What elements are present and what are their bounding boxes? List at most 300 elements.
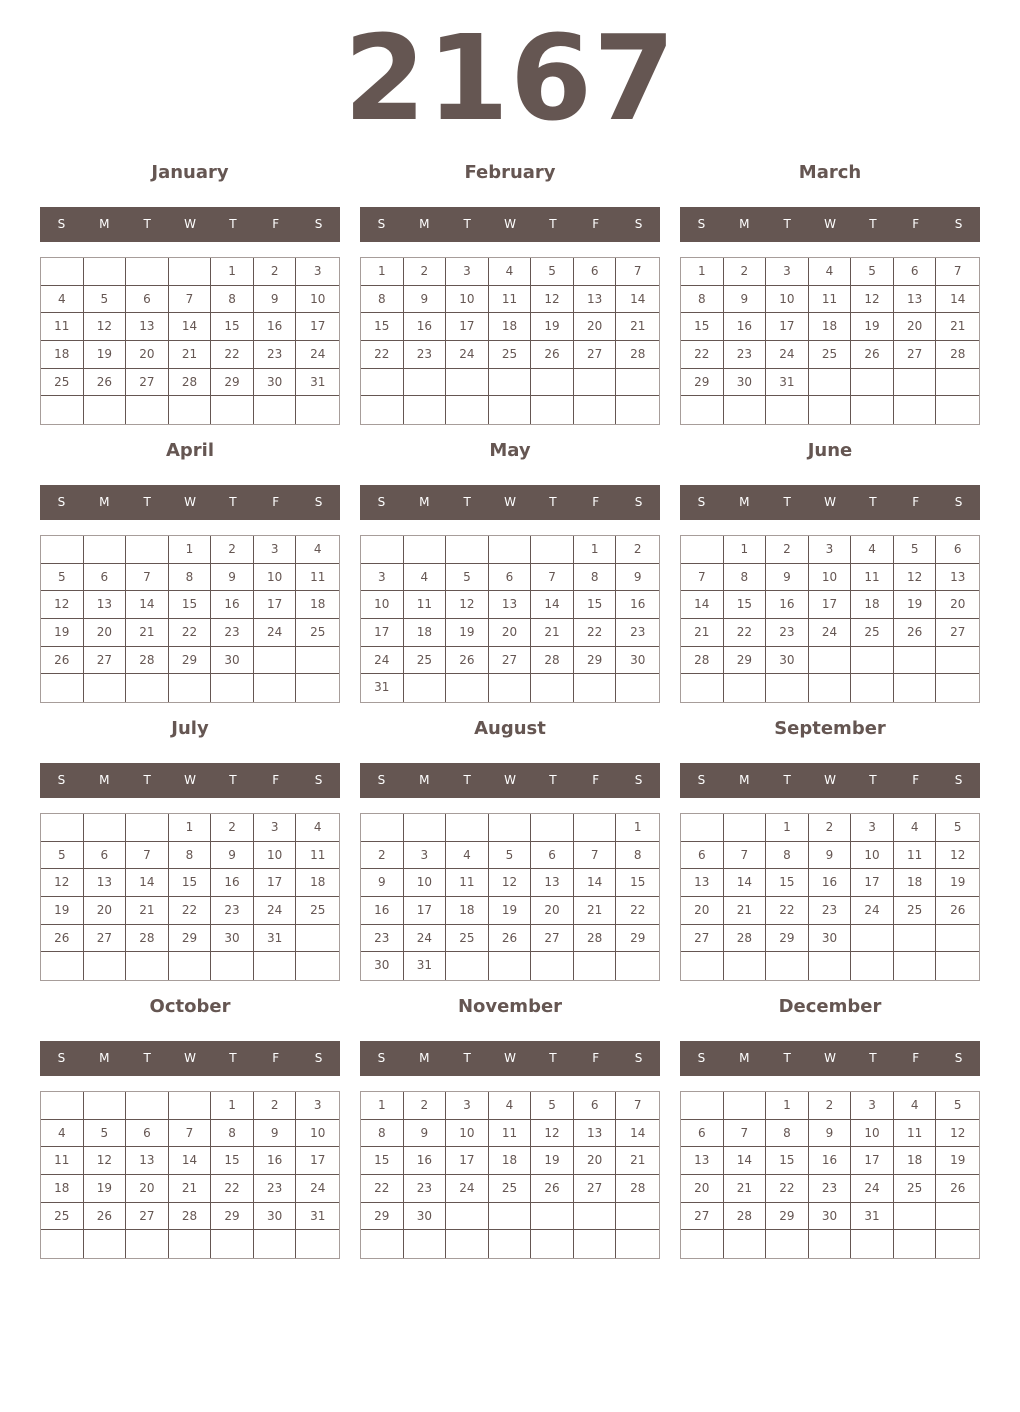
day-cell: 11 xyxy=(489,1120,532,1148)
weekday-label: W xyxy=(184,773,196,787)
weekday-label: T xyxy=(783,773,791,787)
day-cell: 21 xyxy=(531,619,574,647)
day-cell: 24 xyxy=(361,647,404,675)
empty-cell xyxy=(211,396,254,424)
day-grid xyxy=(40,1091,340,1259)
day-cell: 12 xyxy=(851,286,894,314)
day-cell: 16 xyxy=(616,591,659,619)
day-cell: 31 xyxy=(404,952,447,980)
day-cell: 3 xyxy=(446,258,489,286)
empty-cell xyxy=(84,1230,127,1258)
day-cell: 20 xyxy=(126,1175,169,1203)
weekday-label: T xyxy=(549,1051,557,1065)
weekday-label: T xyxy=(549,495,557,509)
weekday-label: T xyxy=(143,217,151,231)
empty-cell xyxy=(169,952,212,980)
day-cell: 15 xyxy=(361,313,404,341)
empty-cell xyxy=(936,925,979,953)
weekday-label: T xyxy=(229,495,237,509)
weekday-header xyxy=(360,1041,660,1076)
day-cell: 11 xyxy=(296,564,339,592)
day-cell: 28 xyxy=(936,341,979,369)
empty-cell xyxy=(574,369,617,397)
day-cell: 29 xyxy=(361,1203,404,1231)
day-cell: 9 xyxy=(404,286,447,314)
empty-cell xyxy=(851,396,894,424)
day-cell: 27 xyxy=(126,369,169,397)
day-cell: 1 xyxy=(211,258,254,286)
day-cell: 22 xyxy=(766,897,809,925)
day-cell: 6 xyxy=(84,564,127,592)
day-cell: 14 xyxy=(724,869,767,897)
day-cell: 6 xyxy=(84,842,127,870)
day-cell: 10 xyxy=(404,869,447,897)
day-cell: 18 xyxy=(446,897,489,925)
empty-cell xyxy=(126,396,169,424)
month-title: December xyxy=(778,996,882,1017)
day-cell: 11 xyxy=(809,286,852,314)
empty-cell xyxy=(681,674,724,702)
day-cell: 29 xyxy=(681,369,724,397)
day-cell: 6 xyxy=(531,842,574,870)
day-cell: 1 xyxy=(361,1092,404,1120)
day-cell: 26 xyxy=(84,369,127,397)
day-cell: 20 xyxy=(574,313,617,341)
month-title: November xyxy=(457,996,563,1017)
day-cell: 19 xyxy=(446,619,489,647)
year-title: 2167 xyxy=(343,9,677,147)
day-cell: 15 xyxy=(574,591,617,619)
day-cell: 26 xyxy=(84,1203,127,1231)
day-cell: 18 xyxy=(404,619,447,647)
day-grid xyxy=(360,257,660,425)
day-cell: 16 xyxy=(809,869,852,897)
day-cell: 4 xyxy=(41,286,84,314)
day-cell: 11 xyxy=(404,591,447,619)
day-cell: 9 xyxy=(404,1120,447,1148)
day-cell: 2 xyxy=(766,536,809,564)
month-title: March xyxy=(798,162,862,183)
day-cell: 7 xyxy=(126,564,169,592)
weekday-label: M xyxy=(739,495,750,509)
empty-cell xyxy=(126,952,169,980)
day-cell: 12 xyxy=(936,842,979,870)
day-cell: 4 xyxy=(489,1092,532,1120)
weekday-header xyxy=(360,763,660,798)
weekday-label: S xyxy=(697,495,706,509)
day-cell: 4 xyxy=(809,258,852,286)
day-cell: 21 xyxy=(169,1175,212,1203)
day-cell: 14 xyxy=(126,869,169,897)
day-cell: 8 xyxy=(681,286,724,314)
day-cell: 24 xyxy=(851,897,894,925)
day-cell: 27 xyxy=(126,1203,169,1231)
weekday-label: T xyxy=(869,495,877,509)
day-cell: 9 xyxy=(211,564,254,592)
empty-cell xyxy=(446,674,489,702)
day-cell: 7 xyxy=(169,286,212,314)
day-cell: 26 xyxy=(41,647,84,675)
day-cell: 21 xyxy=(681,619,724,647)
day-cell: 17 xyxy=(404,897,447,925)
weekday-label: M xyxy=(99,217,110,231)
day-grid xyxy=(680,257,980,425)
weekday-label: S xyxy=(314,773,323,787)
weekday-label: S xyxy=(57,217,66,231)
day-cell: 15 xyxy=(681,313,724,341)
day-cell: 22 xyxy=(574,619,617,647)
day-cell: 26 xyxy=(489,925,532,953)
day-cell: 18 xyxy=(851,591,894,619)
empty-cell xyxy=(254,396,297,424)
empty-cell xyxy=(936,369,979,397)
empty-cell xyxy=(254,952,297,980)
day-cell: 14 xyxy=(169,1147,212,1175)
day-cell: 26 xyxy=(446,647,489,675)
day-cell: 23 xyxy=(404,1175,447,1203)
day-cell: 2 xyxy=(616,536,659,564)
day-cell: 19 xyxy=(531,313,574,341)
day-cell: 27 xyxy=(936,619,979,647)
day-cell: 7 xyxy=(531,564,574,592)
weekday-label: F xyxy=(272,217,280,231)
day-cell: 18 xyxy=(489,313,532,341)
month-title: July xyxy=(171,718,209,739)
day-cell: 28 xyxy=(616,1175,659,1203)
day-cell: 12 xyxy=(446,591,489,619)
day-cell: 13 xyxy=(84,591,127,619)
empty-cell xyxy=(894,369,937,397)
day-cell: 8 xyxy=(361,1120,404,1148)
day-cell: 16 xyxy=(809,1147,852,1175)
empty-cell xyxy=(574,814,617,842)
empty-cell xyxy=(531,952,574,980)
day-cell: 11 xyxy=(296,842,339,870)
day-cell: 3 xyxy=(254,536,297,564)
day-cell: 4 xyxy=(296,536,339,564)
day-cell: 21 xyxy=(724,1175,767,1203)
weekday-header xyxy=(360,485,660,520)
day-cell: 21 xyxy=(616,1147,659,1175)
day-cell: 21 xyxy=(126,897,169,925)
weekday-label: S xyxy=(57,773,66,787)
weekday-label: T xyxy=(463,495,471,509)
weekday-label: T xyxy=(143,495,151,509)
day-cell: 19 xyxy=(894,591,937,619)
day-cell: 25 xyxy=(894,897,937,925)
day-cell: 12 xyxy=(41,869,84,897)
weekday-label: T xyxy=(869,1051,877,1065)
day-cell: 13 xyxy=(681,869,724,897)
day-cell: 27 xyxy=(531,925,574,953)
day-grid xyxy=(40,535,340,703)
day-cell: 17 xyxy=(296,1147,339,1175)
weekday-header xyxy=(40,1041,340,1076)
day-cell: 3 xyxy=(851,1092,894,1120)
day-cell: 31 xyxy=(254,925,297,953)
day-cell: 29 xyxy=(766,925,809,953)
day-cell: 12 xyxy=(894,564,937,592)
empty-cell xyxy=(254,647,297,675)
day-cell: 5 xyxy=(446,564,489,592)
day-cell: 29 xyxy=(169,925,212,953)
day-cell: 15 xyxy=(211,313,254,341)
weekday-label: T xyxy=(783,1051,791,1065)
day-cell: 15 xyxy=(169,591,212,619)
day-cell: 8 xyxy=(766,1120,809,1148)
month-title: August xyxy=(474,718,546,739)
day-cell: 27 xyxy=(574,341,617,369)
day-cell: 22 xyxy=(681,341,724,369)
empty-cell xyxy=(169,1092,212,1120)
empty-cell xyxy=(296,647,339,675)
day-cell: 8 xyxy=(169,842,212,870)
day-cell: 28 xyxy=(574,925,617,953)
day-grid xyxy=(40,813,340,981)
day-cell: 9 xyxy=(766,564,809,592)
empty-cell xyxy=(361,814,404,842)
day-cell: 9 xyxy=(809,1120,852,1148)
day-grid xyxy=(360,813,660,981)
day-cell: 3 xyxy=(851,814,894,842)
day-cell: 25 xyxy=(41,369,84,397)
day-cell: 24 xyxy=(446,341,489,369)
weekday-label: S xyxy=(314,1051,323,1065)
day-cell: 8 xyxy=(616,842,659,870)
weekday-label: S xyxy=(377,773,386,787)
weekday-label: W xyxy=(824,773,836,787)
day-cell: 6 xyxy=(894,258,937,286)
day-cell: 11 xyxy=(894,842,937,870)
day-cell: 28 xyxy=(531,647,574,675)
day-cell: 23 xyxy=(254,1175,297,1203)
day-cell: 7 xyxy=(169,1120,212,1148)
empty-cell xyxy=(489,396,532,424)
day-cell: 19 xyxy=(936,869,979,897)
day-cell: 12 xyxy=(531,286,574,314)
empty-cell xyxy=(766,396,809,424)
day-cell: 15 xyxy=(616,869,659,897)
empty-cell xyxy=(41,952,84,980)
day-cell: 5 xyxy=(84,1120,127,1148)
day-cell: 28 xyxy=(126,647,169,675)
day-cell: 30 xyxy=(211,647,254,675)
day-cell: 24 xyxy=(254,619,297,647)
day-cell: 29 xyxy=(766,1203,809,1231)
day-cell: 19 xyxy=(489,897,532,925)
day-cell: 17 xyxy=(766,313,809,341)
empty-cell xyxy=(254,674,297,702)
empty-cell xyxy=(616,396,659,424)
day-cell: 27 xyxy=(681,1203,724,1231)
day-cell: 6 xyxy=(681,842,724,870)
day-cell: 18 xyxy=(41,341,84,369)
month-title: September xyxy=(774,718,886,739)
weekday-label: T xyxy=(229,773,237,787)
day-cell: 21 xyxy=(936,313,979,341)
day-cell: 7 xyxy=(616,1092,659,1120)
day-cell: 20 xyxy=(936,591,979,619)
weekday-label: S xyxy=(377,217,386,231)
weekday-label: M xyxy=(739,773,750,787)
day-cell: 30 xyxy=(254,1203,297,1231)
day-cell: 9 xyxy=(211,842,254,870)
day-cell: 9 xyxy=(361,869,404,897)
empty-cell xyxy=(41,258,84,286)
day-cell: 19 xyxy=(41,619,84,647)
day-cell: 20 xyxy=(574,1147,617,1175)
day-cell: 4 xyxy=(894,1092,937,1120)
day-cell: 26 xyxy=(531,1175,574,1203)
day-cell: 10 xyxy=(361,591,404,619)
day-cell: 17 xyxy=(809,591,852,619)
empty-cell xyxy=(894,396,937,424)
day-cell: 24 xyxy=(851,1175,894,1203)
day-cell: 29 xyxy=(211,369,254,397)
day-cell: 28 xyxy=(169,369,212,397)
day-cell: 31 xyxy=(296,1203,339,1231)
weekday-label: M xyxy=(99,495,110,509)
weekday-label: T xyxy=(463,217,471,231)
empty-cell xyxy=(361,536,404,564)
day-cell: 1 xyxy=(766,1092,809,1120)
weekday-label: S xyxy=(954,1051,963,1065)
day-cell: 8 xyxy=(169,564,212,592)
day-cell: 27 xyxy=(574,1175,617,1203)
weekday-label: T xyxy=(783,495,791,509)
day-cell: 29 xyxy=(211,1203,254,1231)
day-cell: 23 xyxy=(809,897,852,925)
day-cell: 12 xyxy=(531,1120,574,1148)
day-cell: 6 xyxy=(574,1092,617,1120)
weekday-header xyxy=(40,207,340,242)
day-cell: 24 xyxy=(296,341,339,369)
empty-cell xyxy=(296,674,339,702)
day-cell: 7 xyxy=(724,842,767,870)
day-cell: 12 xyxy=(41,591,84,619)
weekday-label: S xyxy=(314,495,323,509)
weekday-label: S xyxy=(57,1051,66,1065)
empty-cell xyxy=(41,536,84,564)
empty-cell xyxy=(894,1203,937,1231)
empty-cell xyxy=(296,952,339,980)
day-cell: 30 xyxy=(616,647,659,675)
day-cell: 23 xyxy=(361,925,404,953)
day-cell: 16 xyxy=(766,591,809,619)
day-cell: 31 xyxy=(296,369,339,397)
day-cell: 24 xyxy=(809,619,852,647)
day-cell: 1 xyxy=(169,814,212,842)
month-title: October xyxy=(149,996,231,1017)
day-cell: 7 xyxy=(574,842,617,870)
empty-cell xyxy=(531,814,574,842)
day-cell: 23 xyxy=(211,897,254,925)
day-cell: 21 xyxy=(724,897,767,925)
day-cell: 18 xyxy=(296,591,339,619)
day-cell: 6 xyxy=(681,1120,724,1148)
empty-cell xyxy=(254,1230,297,1258)
empty-cell xyxy=(446,396,489,424)
empty-cell xyxy=(574,1203,617,1231)
day-cell: 11 xyxy=(489,286,532,314)
day-cell: 27 xyxy=(84,647,127,675)
day-cell: 1 xyxy=(574,536,617,564)
day-cell: 10 xyxy=(254,842,297,870)
weekday-label: M xyxy=(739,217,750,231)
day-cell: 26 xyxy=(894,619,937,647)
day-cell: 17 xyxy=(446,313,489,341)
weekday-label: S xyxy=(377,1051,386,1065)
day-cell: 19 xyxy=(936,1147,979,1175)
day-cell: 30 xyxy=(211,925,254,953)
day-cell: 12 xyxy=(489,869,532,897)
day-cell: 9 xyxy=(616,564,659,592)
day-cell: 2 xyxy=(254,258,297,286)
day-cell: 18 xyxy=(489,1147,532,1175)
weekday-label: T xyxy=(783,217,791,231)
empty-cell xyxy=(41,1230,84,1258)
weekday-label: M xyxy=(419,773,430,787)
day-cell: 22 xyxy=(724,619,767,647)
day-cell: 14 xyxy=(724,1147,767,1175)
day-cell: 2 xyxy=(361,842,404,870)
empty-cell xyxy=(851,952,894,980)
weekday-label: S xyxy=(954,217,963,231)
day-cell: 5 xyxy=(84,286,127,314)
empty-cell xyxy=(489,1203,532,1231)
day-cell: 18 xyxy=(809,313,852,341)
day-cell: 2 xyxy=(809,1092,852,1120)
day-cell: 31 xyxy=(766,369,809,397)
empty-cell xyxy=(84,396,127,424)
day-cell: 18 xyxy=(41,1175,84,1203)
weekday-label: S xyxy=(57,495,66,509)
day-cell: 15 xyxy=(361,1147,404,1175)
day-cell: 4 xyxy=(489,258,532,286)
empty-cell xyxy=(361,369,404,397)
empty-cell xyxy=(361,396,404,424)
empty-cell xyxy=(809,647,852,675)
day-cell: 2 xyxy=(211,814,254,842)
day-cell: 14 xyxy=(936,286,979,314)
empty-cell xyxy=(404,396,447,424)
day-cell: 21 xyxy=(616,313,659,341)
day-cell: 29 xyxy=(724,647,767,675)
day-cell: 24 xyxy=(446,1175,489,1203)
day-cell: 20 xyxy=(489,619,532,647)
month-title: May xyxy=(489,440,531,461)
empty-cell xyxy=(616,952,659,980)
weekday-label: F xyxy=(912,217,920,231)
empty-cell xyxy=(211,952,254,980)
day-cell: 21 xyxy=(169,341,212,369)
empty-cell xyxy=(41,1092,84,1120)
month-title: February xyxy=(464,162,556,183)
day-cell: 30 xyxy=(724,369,767,397)
day-grid xyxy=(360,535,660,703)
day-cell: 22 xyxy=(766,1175,809,1203)
day-cell: 17 xyxy=(851,869,894,897)
day-cell: 26 xyxy=(41,925,84,953)
empty-cell xyxy=(894,925,937,953)
day-cell: 19 xyxy=(84,341,127,369)
day-cell: 25 xyxy=(41,1203,84,1231)
empty-cell xyxy=(851,647,894,675)
day-cell: 30 xyxy=(809,925,852,953)
empty-cell xyxy=(766,1230,809,1258)
day-cell: 2 xyxy=(254,1092,297,1120)
empty-cell xyxy=(169,396,212,424)
